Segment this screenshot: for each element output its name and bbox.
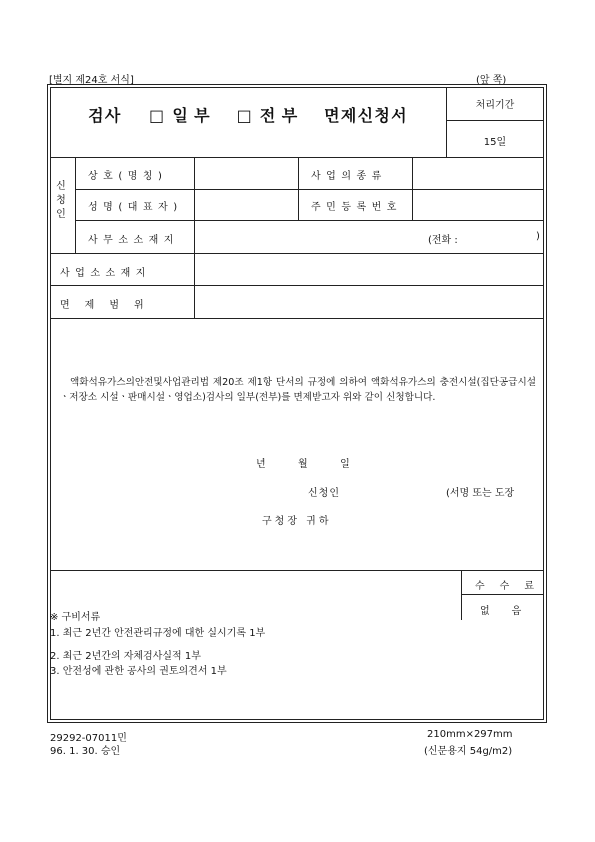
addressee: 구청장 귀하 [262,516,332,527]
divider [446,120,544,121]
exemption-scope-label: 면제범위 [60,300,159,311]
business-location-field[interactable] [195,254,543,284]
trade-name-field[interactable] [195,158,297,188]
resident-number-label: 주민등록번호 [311,202,402,213]
title-suffix: 면제신청서 [324,106,408,125]
document-item: 1. 최근 2년간 안전관리규정에 대한 실시기록 1부 [50,628,266,639]
form-number: [별지 제24호 서식] [49,75,134,86]
processing-value: 15일 [483,137,507,148]
year-label: 년 [256,459,266,470]
day-label: 일 [340,459,350,470]
divider [298,157,299,220]
divider [461,570,462,620]
approval-date: 96. 1. 30. 승인 [50,746,121,757]
month-label: 월 [298,459,308,470]
document-item: 3. 안전성에 관한 공사의 권토의견서 1부 [50,666,227,677]
document-item: 2. 최근 2년간의 자체검사실적 1부 [50,651,201,662]
office-address-field[interactable] [195,221,425,252]
date-line [256,455,350,470]
divider [50,570,544,571]
page-side: (앞 쪽) [476,75,507,86]
business-location-label: 사업소소재지 [60,268,151,279]
form-title [50,103,446,126]
paper-type: (신문용지 54g/m2) [424,746,513,757]
divider [75,157,76,253]
fee-label: 수수료 [475,581,549,592]
representative-name-field[interactable] [195,190,297,219]
checkbox-partial[interactable]: □ [149,106,166,125]
documents-heading: ※ 구비서류 [50,612,101,623]
representative-name-label: 성명(대표자) [88,202,183,213]
application-statement: 액화석유가스의안전및사업관리법 제20조 제1항 단서의 규정에 의하여 액화석유가스의 충전시설(집단공급시설ㆍ저장소 시설ㆍ판매시설ㆍ영업소)검사의 일부(전부)를 면제받고자 위와 같이 신청합니다. [60,377,536,403]
option-full: 전부 [259,106,304,125]
phone-label: (전화 : [428,235,458,246]
option-partial: 일부 [172,106,217,125]
phone-close: ) [536,231,540,242]
paper-size: 210mm×297mm [427,729,513,740]
processing-label: 처리기간 [475,100,515,111]
exemption-scope-field[interactable] [195,286,543,317]
checkbox-full[interactable]: □ [236,106,253,125]
trade-name-label: 상호(명칭) [88,171,168,182]
signer-label: 신청인 [308,488,340,499]
title-prefix: 검사 [88,106,122,125]
divider [461,594,544,595]
signature-note: (서명 또는 도장 [446,488,515,499]
business-type-field[interactable] [413,158,543,188]
business-type-label: 사업의종류 [311,171,387,182]
resident-number-field[interactable] [413,190,543,219]
divider [50,318,544,319]
applicant-section-label: 신청인 [56,181,66,220]
form-code: 29292-07011민 [50,733,127,744]
fee-value: 없음 [480,606,544,617]
office-address-label: 사무소소재지 [88,235,179,246]
